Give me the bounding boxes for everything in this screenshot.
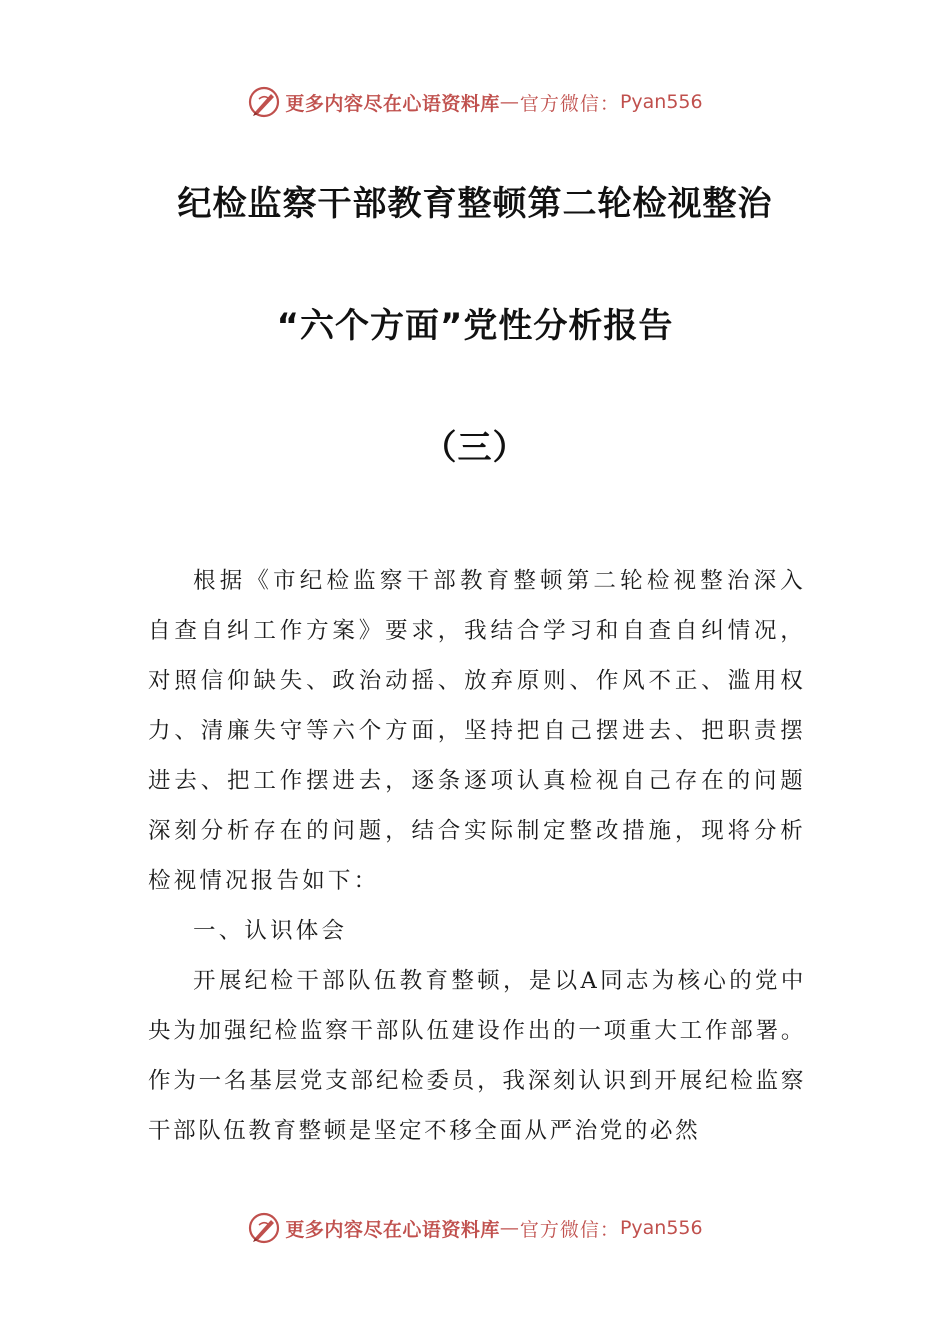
section-heading: 一、认识体会: [193, 918, 348, 944]
body-paragraph: 开展纪检干部队伍教育整顿，是以A同志为核心的党中央为加强纪检监察干部队伍建设作出的一项重大工作部署。作为一名基层党支部纪检委员，我深刻认识到开展纪检监察干部队伍教育整顿是坚定不移全面从严治党的必然: [148, 968, 806, 1144]
watermark-wechat-id: Pyan556: [619, 1217, 703, 1239]
watermark-main-text: 更多内容尽在心语资料库: [285, 1218, 500, 1241]
watermark-sub-text: 官方微信：: [519, 92, 620, 115]
document-title-number: （三）: [422, 428, 528, 468]
watermark-sub-text: 官方微信：: [519, 1218, 620, 1241]
watermark-dash: —: [499, 1217, 520, 1239]
watermark-dash: —: [499, 91, 520, 113]
document-title-line1: 纪检监察干部教育整顿第二轮检视整治: [177, 184, 773, 224]
document-title-line2: “六个方面”党性分析报告: [276, 306, 674, 346]
pen-logo-icon: [247, 1211, 281, 1245]
watermark-main-text: 更多内容尽在心语资料库: [285, 92, 500, 115]
watermark-footer: [0, 1208, 950, 1248]
watermark-header: [0, 82, 950, 122]
document-body: [148, 556, 806, 1156]
pen-logo-icon: [247, 85, 281, 119]
watermark-wechat-id: Pyan556: [619, 91, 703, 113]
intro-paragraph: 根据《市纪检监察干部教育整顿第二轮检视整治深入自查自纠工作方案》要求，我结合学习和自查自纠情况，对照信仰缺失、政治动摇、放弃原则、作风不正、滥用权力、清廉失守等六个方面，坚持把自己摆进去、把职责摆进去、把工作摆进去，逐条逐项认真检视自己存在的问题深刻分析存在的问题，结合实际制定整改措施，现将分析检视情况报告如下：: [148, 568, 806, 894]
